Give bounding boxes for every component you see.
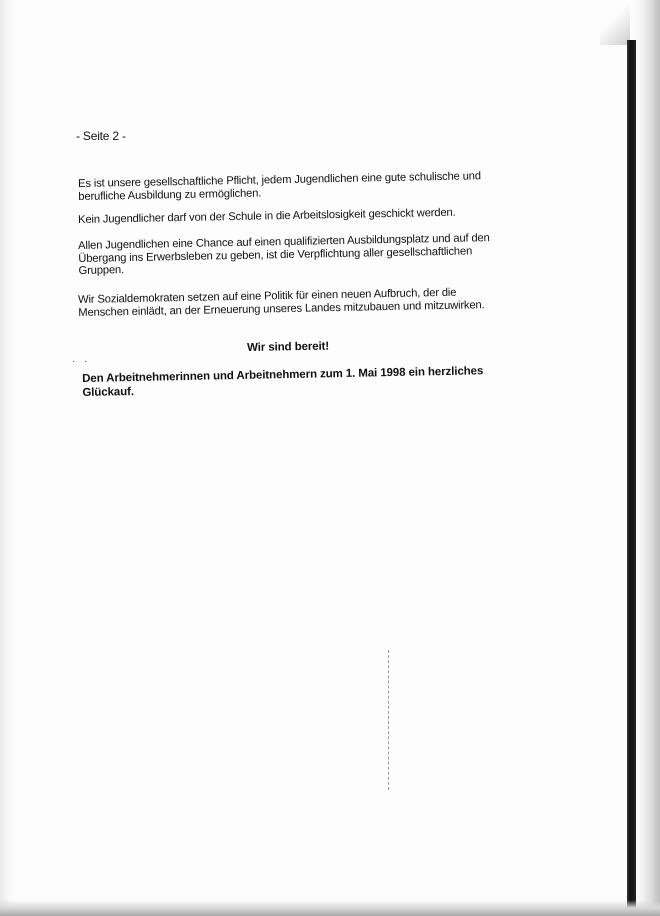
page-number-header: - Seite 2 - xyxy=(76,129,126,143)
paragraph-social-democrats: Wir Sozialdemokraten setzen auf eine Politik für einen neuen Aufbruch, der die Menschen einlädt, an der Erneuerung unseres Landes mitzubauen und mitzuwirken. xyxy=(78,286,485,319)
scan-left-edge xyxy=(0,0,14,916)
scan-binding-shadow xyxy=(627,40,636,910)
may-day-greeting: Den Arbeitnehmerinnen und Arbeitnehmern zum 1. Mai 1998 ein herzliches Glückauf. xyxy=(82,365,484,399)
paragraph-training-duty: Es ist unsere gesellschaftliche Pflicht, jedem Jugendlichen eine gute schulische und berufliche Ausbildung zu ermöglichen. xyxy=(78,170,481,203)
paragraph-no-unemployment: Kein Jugendlicher darf von der Schule in die Arbeitslosigkeit geschickt werden. xyxy=(78,206,456,226)
scan-artifact-dots: · · xyxy=(72,356,91,367)
closing-line: Wir sind bereit! xyxy=(247,340,330,354)
scan-artifact-line xyxy=(388,650,390,790)
paragraph-training-chance: Allen Jugendlichen eine Chance auf einen qualifizierten Ausbildungsplatz und auf den Übergang ins Erwerbsleben zu geben, ist die Verpflichtung aller gesellschaftlichen Gruppen. xyxy=(78,232,490,277)
scan-bottom-edge xyxy=(0,900,660,916)
